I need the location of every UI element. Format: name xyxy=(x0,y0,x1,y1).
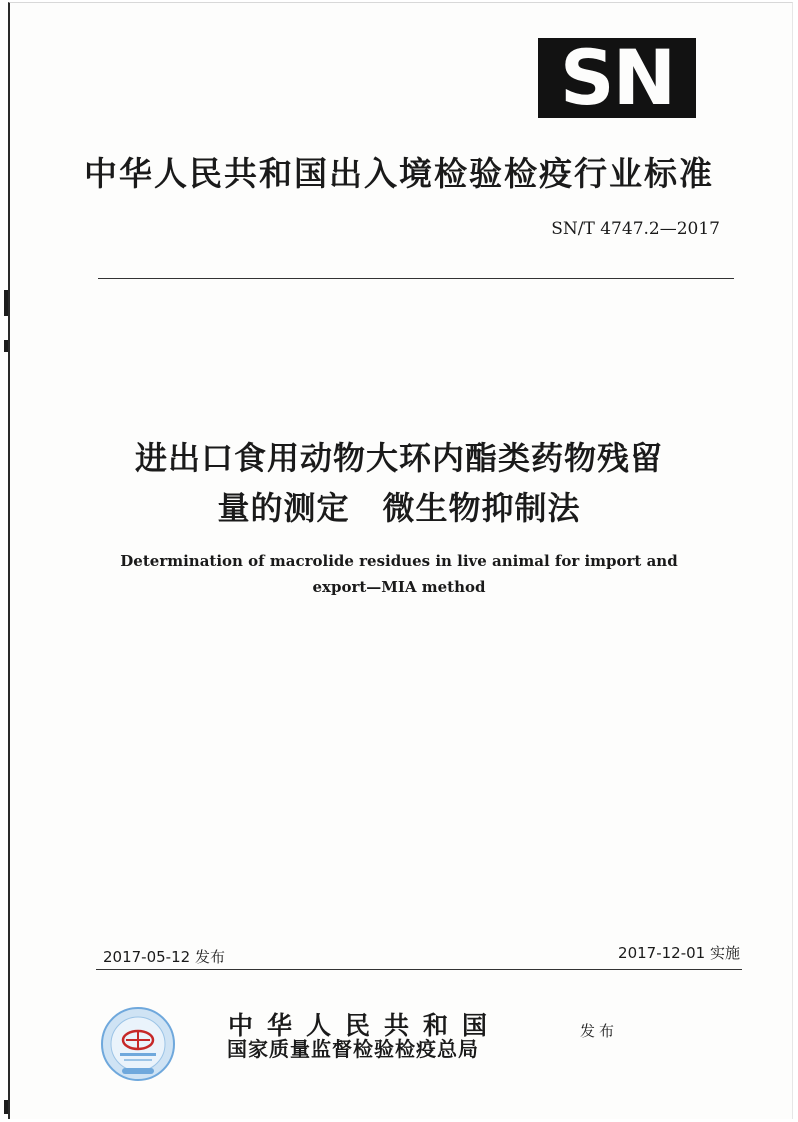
issuer-country: 中华人民共和国 xyxy=(228,1011,502,1040)
issue-date: 2017-05-12 发布 xyxy=(103,948,225,966)
standard-type-heading: 中华人民共和国出入境检验检疫行业标准 xyxy=(84,154,714,193)
anti-counterfeit-seal-icon xyxy=(100,1006,176,1082)
title-cn-line2: 量的测定 微生物抑制法 xyxy=(217,489,581,527)
title-cn-line1: 进出口食用动物大环内酯类药物残留 xyxy=(134,439,663,477)
standard-number: SN/T 4747.2—2017 xyxy=(551,219,720,239)
header-rule xyxy=(98,278,734,279)
title-en-line2: export—MIA method xyxy=(312,578,486,596)
issuer-action: 发布 xyxy=(580,1022,619,1040)
title-en-line1: Determination of macrolide residues in live animal for import and xyxy=(120,552,678,570)
issuer-agency: 国家质量监督检验检疫总局 xyxy=(227,1037,479,1061)
sn-logo: SN xyxy=(538,38,696,118)
footer-rule xyxy=(96,969,742,970)
implementation-date: 2017-12-01 实施 xyxy=(618,944,740,962)
